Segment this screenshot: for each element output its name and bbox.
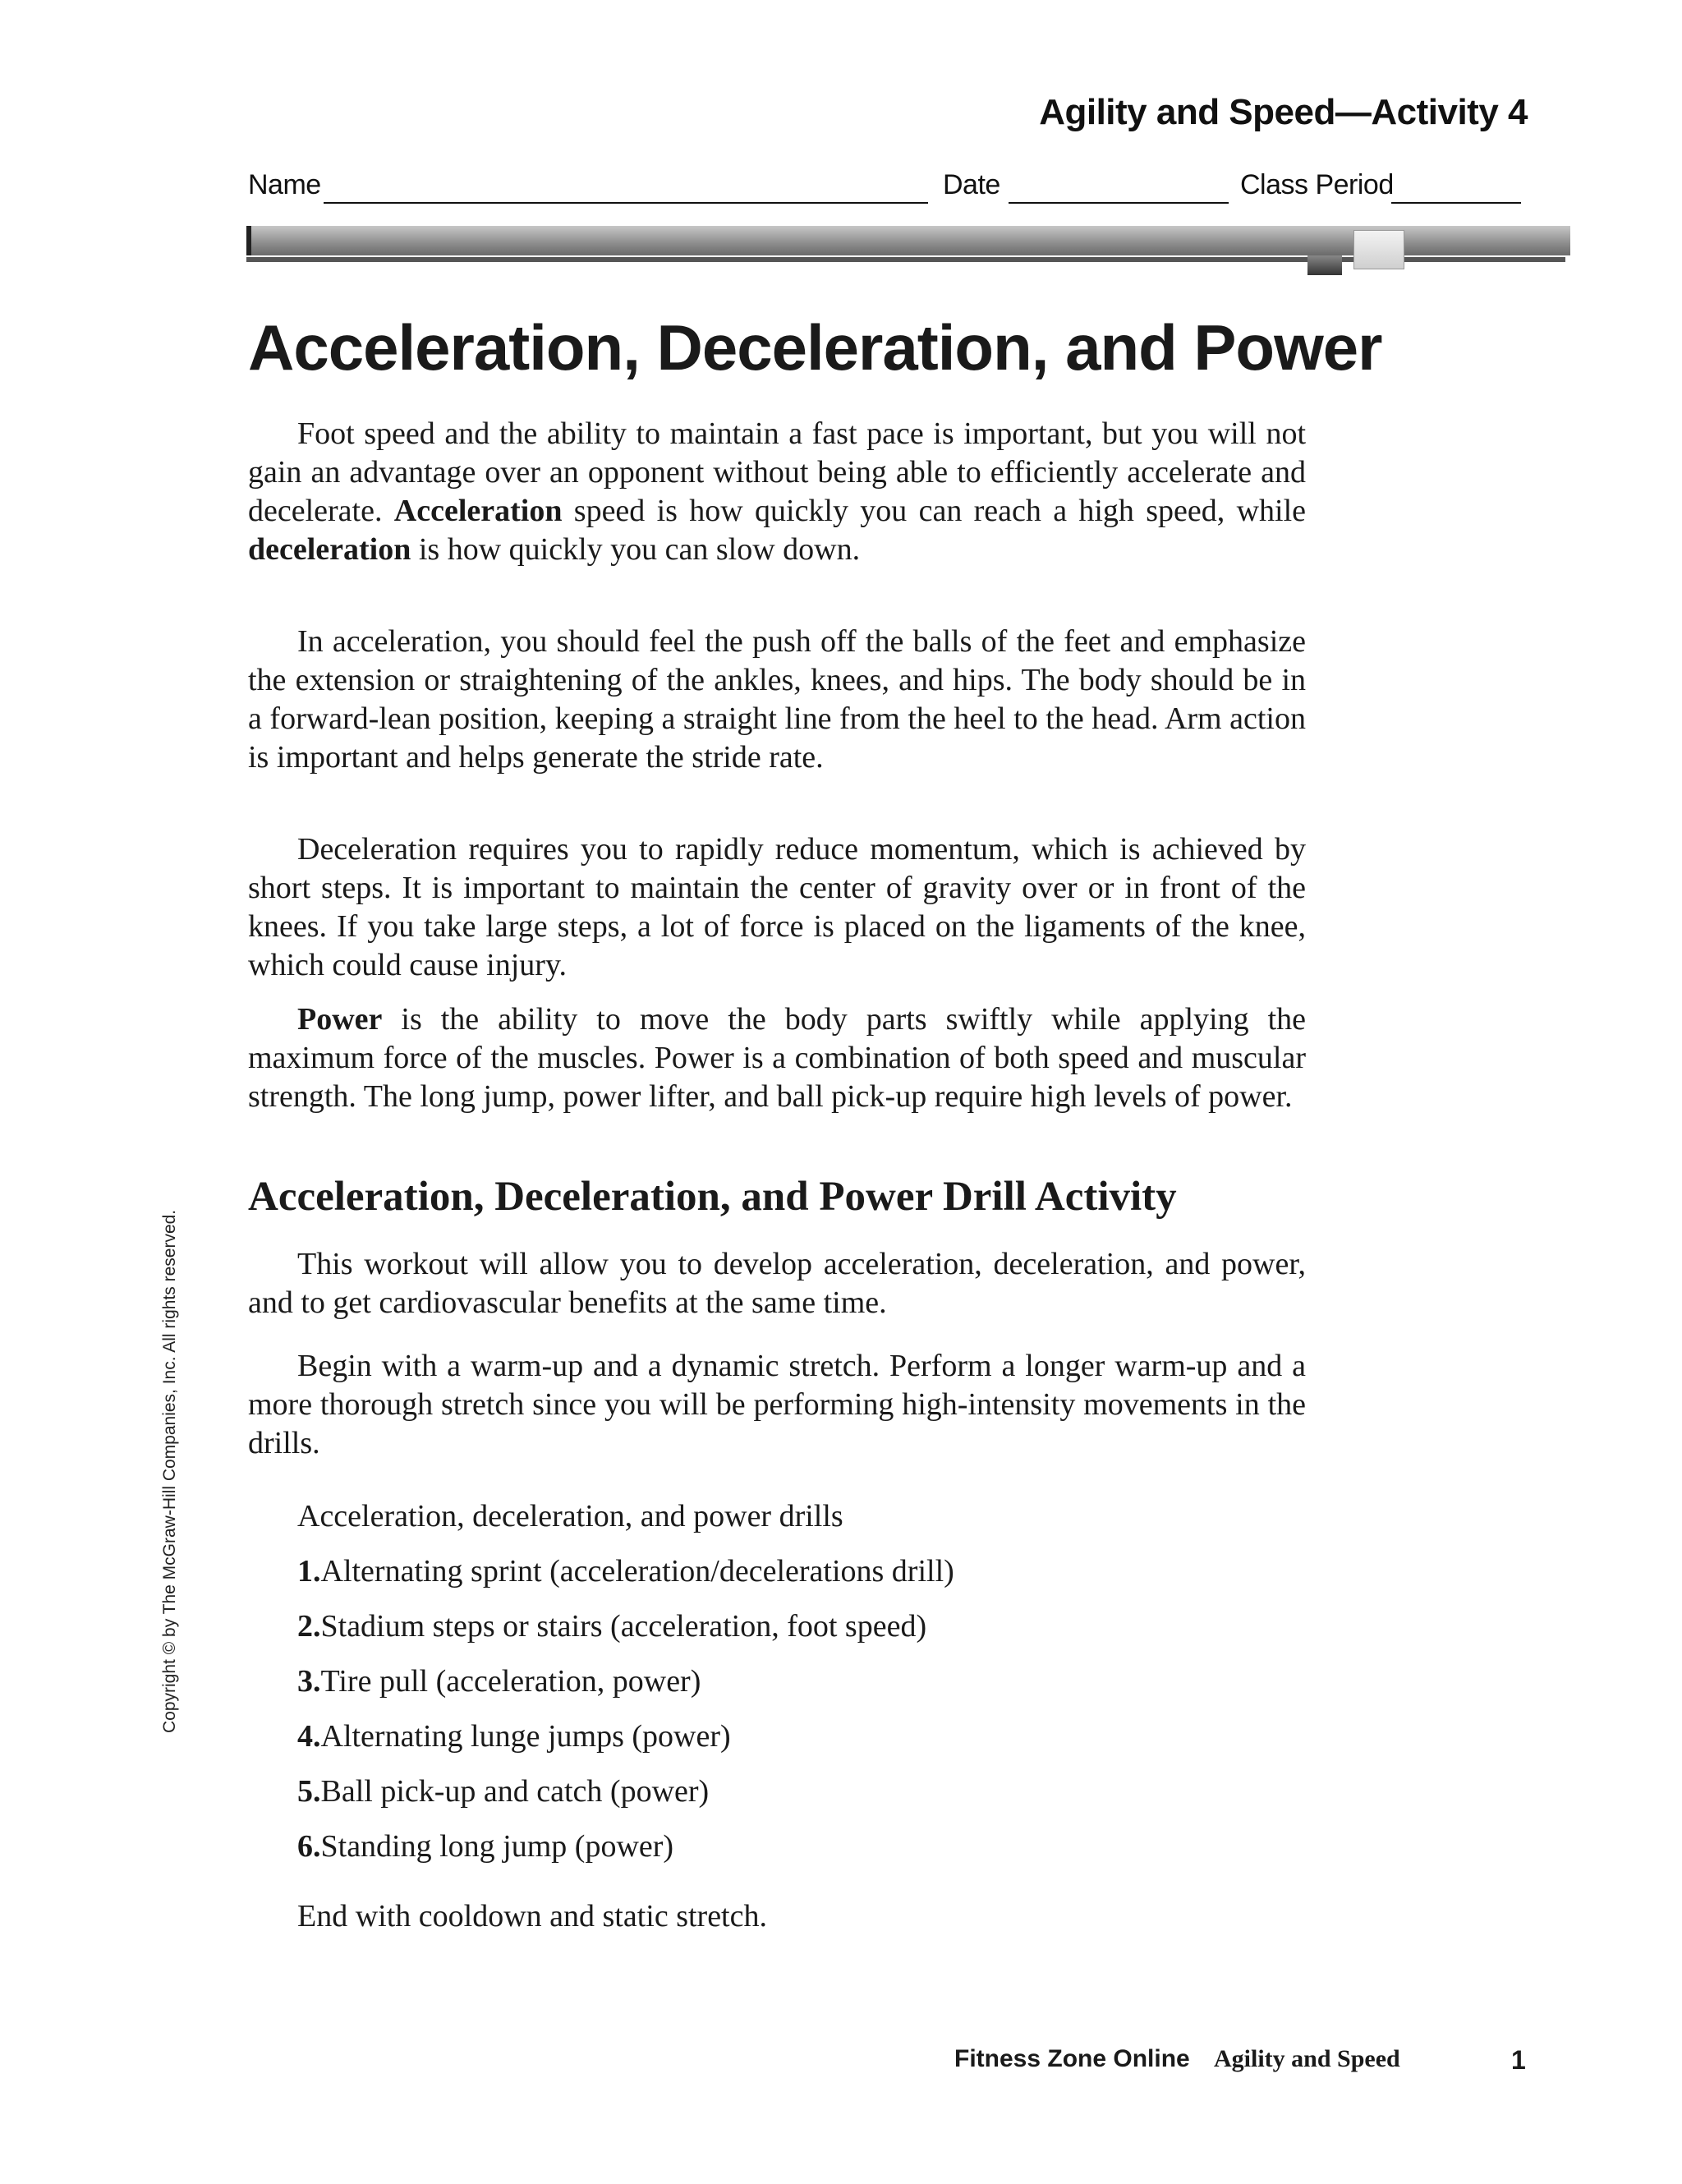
list-item-number: 4.	[297, 1719, 321, 1754]
list-item-number: 5.	[297, 1774, 321, 1809]
intro-paragraph-4	[248, 1000, 1306, 1116]
list-item-number: 6.	[297, 1829, 321, 1864]
list-item-number: 3.	[297, 1664, 321, 1699]
intro-paragraph-3: Deceleration requires you to rapidly reduce momentum, which is achieved by short steps. It is important to maintain the center of gravity over or in front of the knees. If you take large steps, a lot of force is placed on the ligaments of the knee, which could cause injury.	[248, 832, 1306, 982]
drill-section-heading: Acceleration, Deceleration, and Power Drill Activity	[248, 1174, 1177, 1220]
list-item	[297, 1772, 709, 1811]
class-period-blank[interactable]	[1391, 202, 1521, 204]
list-item-text: Stadium steps or stairs (acceleration, foot speed)	[320, 1609, 927, 1644]
class-period-label: Class Period	[1240, 169, 1394, 200]
list-item	[297, 1828, 673, 1866]
decorative-slider-bar	[246, 226, 1565, 269]
term-power: Power	[297, 1002, 383, 1037]
footer-brand: Fitness Zone Online	[954, 2045, 1190, 2072]
date-label: Date	[943, 169, 1000, 200]
slider-knob-dark	[1307, 255, 1342, 275]
list-item-text: Alternating sprint (acceleration/decelerations drill)	[320, 1554, 954, 1589]
name-label: Name	[248, 169, 321, 200]
list-item	[297, 1607, 926, 1646]
term-acceleration: Acceleration	[393, 494, 563, 528]
intro-p1-b: speed is how quickly you can reach a high speed, while	[562, 494, 1306, 528]
drill-paragraph-2: Begin with a warm-up and a dynamic stretch. Perform a longer warm-up and a more thorough stretch since you will be performing high-intensity movements in the drills.	[248, 1349, 1306, 1460]
intro-p4-text: is the ability to move the body parts swiftly while applying the maximum force of the muscles. Power is a combination of both speed and muscular strength. The long jump, power lifter, and ball pick-up require high levels of power.	[248, 1002, 1306, 1114]
slider-knob-light	[1353, 230, 1404, 269]
list-item	[297, 1717, 731, 1756]
list-item-number: 1.	[297, 1554, 321, 1589]
list-item-text: Ball pick-up and catch (power)	[320, 1774, 710, 1809]
footer-section: Agility and Speed	[1214, 2045, 1400, 2072]
intro-p1-c: is how quickly you can slow down.	[411, 532, 861, 567]
intro-paragraph-1	[248, 415, 1306, 569]
closing-text: End with cooldown and static stretch.	[297, 1899, 767, 1933]
copyright-notice: Copyright © by The McGraw-Hill Companies, Inc. All rights reserved.	[160, 1209, 179, 1733]
intro-p1-a: Foot speed and the ability to maintain a fast pace is important, but you will not gain an advantage over an opponent without being able to efficiently accelerate and decelerate.	[248, 416, 1306, 528]
list-item-text: Tire pull (acceleration, power)	[320, 1664, 701, 1699]
list-item	[297, 1552, 954, 1591]
term-deceleration: deceleration	[248, 532, 411, 567]
date-blank[interactable]	[1009, 202, 1229, 204]
student-info-line	[248, 169, 1521, 210]
list-item-text: Alternating lunge jumps (power)	[320, 1719, 731, 1754]
activity-title: Agility and Speed—Activity 4	[1039, 92, 1528, 132]
list-item	[297, 1662, 701, 1701]
page-number: 1	[1511, 2045, 1526, 2075]
name-blank[interactable]	[324, 202, 928, 204]
drill-list-intro: Acceleration, deceleration, and power drills	[297, 1499, 843, 1533]
drill-paragraph-1: This workout will allow you to develop acceleration, deceleration, and power, and to get cardiovascular benefits at the same time.	[248, 1247, 1306, 1320]
list-item-text: Standing long jump (power)	[320, 1829, 674, 1864]
page-title: Acceleration, Deceleration, and Power	[248, 311, 1382, 384]
intro-paragraph-2: In acceleration, you should feel the push off the balls of the feet and emphasize the extension or straightening of the ankles, knees, and hips. The body should be in a forward-lean position, keeping a straight line from the heel to the head. Arm action is important and helps generate the stride rate.	[248, 624, 1306, 775]
list-item-number: 2.	[297, 1609, 321, 1644]
